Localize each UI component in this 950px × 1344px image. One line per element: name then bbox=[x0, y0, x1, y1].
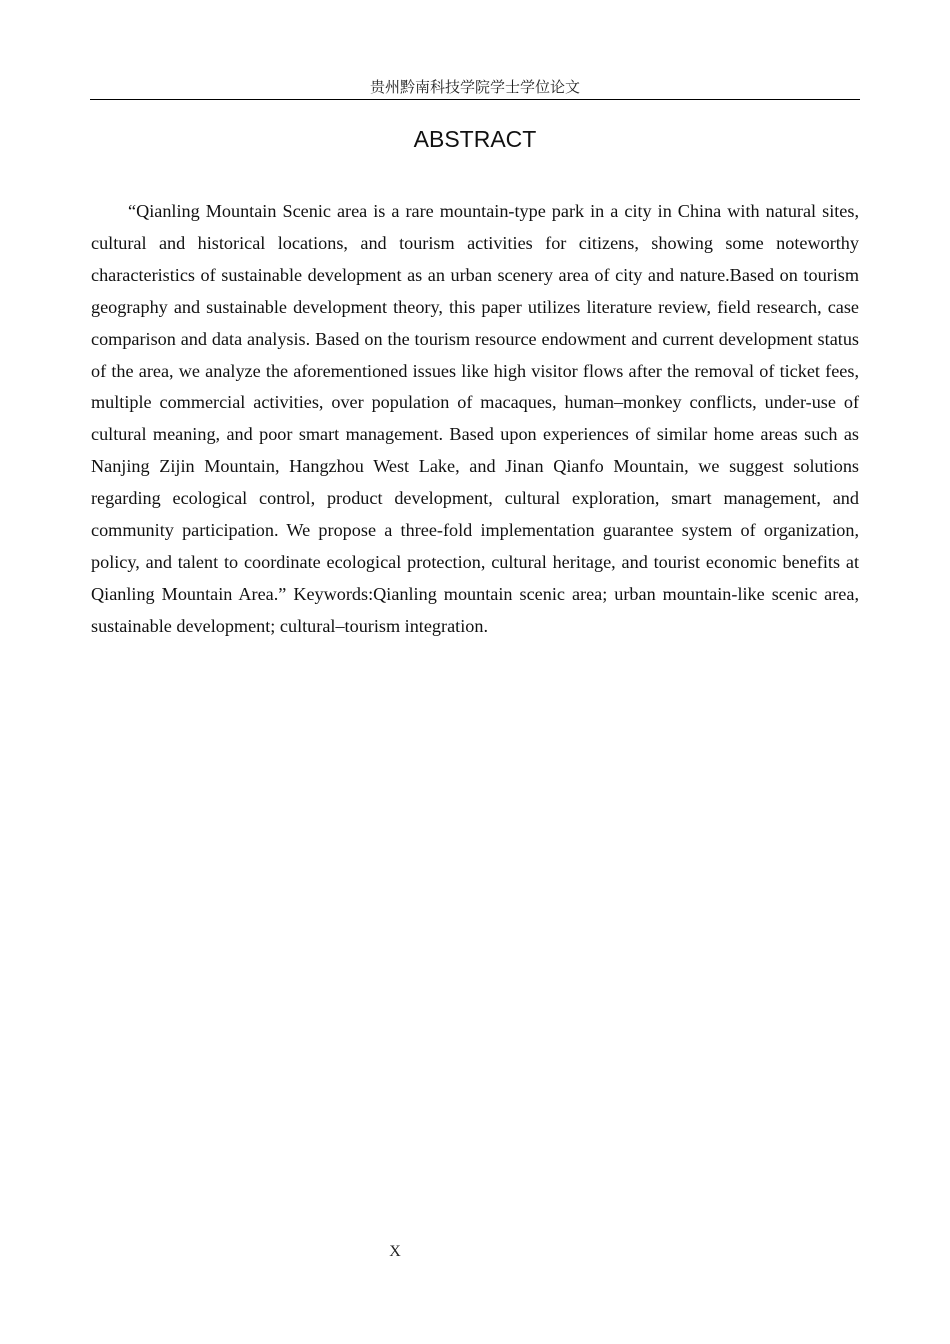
abstract-body: “Qianling Mountain Scenic area is a rare mountain-type park in a city in China with natural sites, cultural and historical locations, and tourism activities for citizens, showing some noteworthy characteristics of sustainable development as an urban scenery area of city and nature.Based on tourism geography and sustainable development theory, this paper utilizes literature review, field research, case comparison and data analysis. Based on the tourism resource endowment and current development status of the area, we analyze the aforementioned issues like high visitor flows after the removal of ticket fees, multiple commercial activities, over population of macaques, human–monkey conflicts, under-use of cultural meaning, and poor smart management. Based upon experiences of similar home areas such as Nanjing Zijin Mountain, Hangzhou West Lake, and Jinan Qianfo Mountain, we suggest solutions regarding ecological control, product development, cultural exploration, smart management, and community participation. We propose a three-fold implementation guarantee system of organization, policy, and talent to coordinate ecological protection, cultural heritage, and tourist economic benefits at Qianling Mountain Area.” Keywords:Qianling mountain scenic area; urban mountain-like scenic area, sustainable development; cultural–tourism integration. bbox=[91, 201, 859, 636]
abstract-title: ABSTRACT bbox=[413, 126, 537, 152]
header-rule bbox=[90, 99, 860, 100]
page-number: X bbox=[389, 1243, 401, 1260]
page-header: 贵州黔南科技学院学士学位论文 bbox=[369, 78, 580, 96]
